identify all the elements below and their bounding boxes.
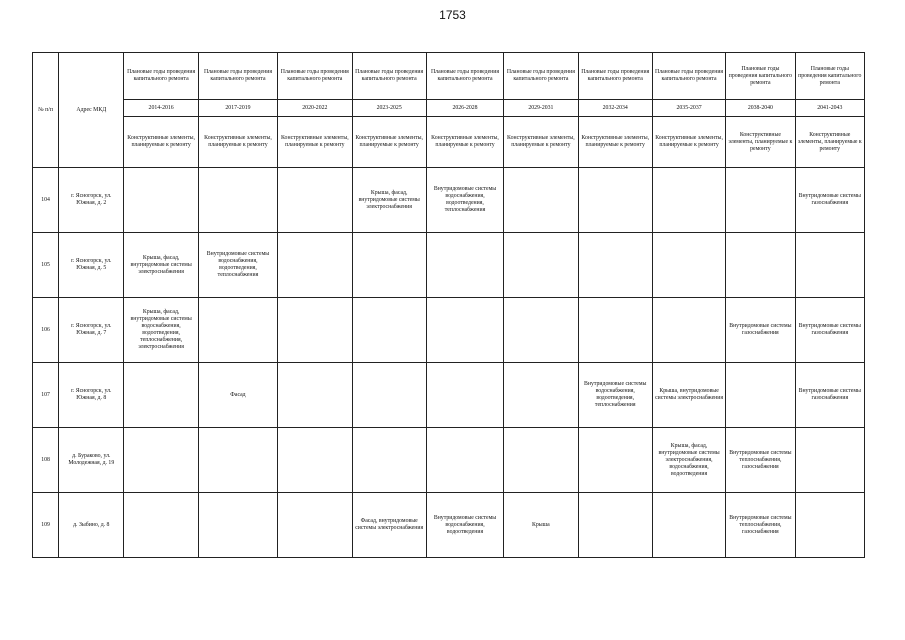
header-num: № п/п <box>33 53 59 168</box>
repair-cell: Крыша <box>504 493 578 558</box>
header-row-years <box>33 100 865 117</box>
repair-cell <box>504 428 578 493</box>
row-number: 107 <box>33 363 59 428</box>
repair-cell: Внутридомовые системы водоснабжения, водоотведения, теплоснабжения <box>426 168 503 233</box>
header-plan-years: Плановые годы проведения капитального ремонта <box>578 53 652 100</box>
row-number: 109 <box>33 493 59 558</box>
header-period: 2026-2028 <box>426 100 503 117</box>
repair-cell <box>352 298 426 363</box>
table-row <box>33 168 865 233</box>
header-period: 2035-2037 <box>652 100 725 117</box>
repair-cell <box>352 363 426 428</box>
repair-cell: Внутридомовые системы водоснабжения, водоотведения <box>426 493 503 558</box>
header-plan-years: Плановые годы проведения капитального ремонта <box>198 53 277 100</box>
repair-cell <box>426 363 503 428</box>
header-plan-years: Плановые годы проведения капитального ремонта <box>795 53 864 100</box>
header-period: 2032-2034 <box>578 100 652 117</box>
repair-cell <box>726 363 795 428</box>
header-plan-years: Плановые годы проведения капитального ремонта <box>726 53 795 100</box>
repair-cell <box>352 428 426 493</box>
repair-cell <box>124 363 198 428</box>
repair-cell <box>504 363 578 428</box>
repair-cell <box>578 298 652 363</box>
header-address: Адрес МКД <box>59 53 124 168</box>
repair-cell <box>652 298 725 363</box>
header-elements: Конструктивные элементы, планируемые к ремонту <box>795 117 864 168</box>
header-period: 2014-2016 <box>124 100 198 117</box>
header-plan-years: Плановые годы проведения капитального ремонта <box>426 53 503 100</box>
header-elements: Конструктивные элементы, планируемые к ремонту <box>352 117 426 168</box>
repair-cell: Крыша, внутридомовые системы электроснабжения <box>652 363 725 428</box>
table-row <box>33 428 865 493</box>
repair-cell: Внутридомовые системы теплоснабжения, газоснабжения <box>726 493 795 558</box>
repair-cell <box>278 168 352 233</box>
repair-cell <box>578 428 652 493</box>
header-elements: Конструктивные элементы, планируемые к ремонту <box>726 117 795 168</box>
repair-cell <box>795 493 864 558</box>
repair-cell <box>578 233 652 298</box>
repair-cell <box>504 298 578 363</box>
header-period: 2029-2031 <box>504 100 578 117</box>
repair-cell: Крыша, фасад, внутридомовые системы водоснабжения, водоотведения, теплоснабжения, электроснабжения <box>124 298 198 363</box>
repair-cell: Крыша, фасад, внутридомовые системы электроснабжения, водоснабжения, водоотведения <box>652 428 725 493</box>
repair-cell <box>726 168 795 233</box>
page-number: 1753 <box>439 8 466 22</box>
header-elements: Конструктивные элементы, планируемые к ремонту <box>198 117 277 168</box>
repair-cell: Внутридомовые системы водоснабжения, водоотведения, теплоснабжения <box>198 233 277 298</box>
repair-cell <box>124 428 198 493</box>
repair-cell <box>198 168 277 233</box>
header-elements: Конструктивные элементы, планируемые к ремонту <box>504 117 578 168</box>
header-plan-years: Плановые годы проведения капитального ремонта <box>504 53 578 100</box>
header-period: 2017-2019 <box>198 100 277 117</box>
repair-cell <box>198 493 277 558</box>
repair-cell: Внутридомовые системы теплоснабжения, газоснабжения <box>726 428 795 493</box>
table-row <box>33 233 865 298</box>
row-address: д. Зыбино, д. 8 <box>59 493 124 558</box>
row-number: 106 <box>33 298 59 363</box>
header-period: 2020-2022 <box>278 100 352 117</box>
repair-cell: Внутридомовые системы газоснабжения <box>795 363 864 428</box>
table-row <box>33 298 865 363</box>
table-row <box>33 363 865 428</box>
row-address: г. Ясногорск, ул. Южная, д. 8 <box>59 363 124 428</box>
repair-cell <box>198 428 277 493</box>
repair-cell <box>124 493 198 558</box>
header-plan-years: Плановые годы проведения капитального ремонта <box>124 53 198 100</box>
repair-cell: Фасад, внутридомовые системы электроснабжения <box>352 493 426 558</box>
header-period: 2041-2043 <box>795 100 864 117</box>
header-elements: Конструктивные элементы, планируемые к ремонту <box>652 117 725 168</box>
repair-cell <box>652 493 725 558</box>
row-number: 104 <box>33 168 59 233</box>
repair-cell: Внутридомовые системы водоснабжения, водоотведения, теплоснабжения <box>578 363 652 428</box>
repair-cell <box>124 168 198 233</box>
repair-cell <box>795 428 864 493</box>
repair-cell: Внутридомовые системы газоснабжения <box>795 168 864 233</box>
header-period: 2038-2040 <box>726 100 795 117</box>
row-number: 108 <box>33 428 59 493</box>
repair-cell <box>426 233 503 298</box>
header-plan-years: Плановые годы проведения капитального ремонта <box>352 53 426 100</box>
row-address: г. Ясногорск, ул. Южная, д. 2 <box>59 168 124 233</box>
repair-cell <box>278 298 352 363</box>
table-row <box>33 493 865 558</box>
header-elements: Конструктивные элементы, планируемые к ремонту <box>426 117 503 168</box>
row-address: г. Ясногорск, ул. Южная, д. 5 <box>59 233 124 298</box>
row-address: д. Бураково, ул. Молодежная, д. 19 <box>59 428 124 493</box>
repair-cell: Крыша, фасад, внутридомовые системы электроснабжения <box>124 233 198 298</box>
repair-cell <box>278 363 352 428</box>
repair-cell <box>278 493 352 558</box>
repair-cell <box>198 298 277 363</box>
header-row-plan <box>33 53 865 100</box>
repair-cell <box>795 233 864 298</box>
repair-cell <box>578 493 652 558</box>
repair-cell <box>426 298 503 363</box>
header-plan-years: Плановые годы проведения капитального ремонта <box>652 53 725 100</box>
header-elements: Конструктивные элементы, планируемые к ремонту <box>124 117 198 168</box>
repair-cell <box>352 233 426 298</box>
repair-cell <box>578 168 652 233</box>
repair-cell <box>504 168 578 233</box>
header-period: 2023-2025 <box>352 100 426 117</box>
header-row-elements <box>33 117 865 168</box>
repair-cell <box>504 233 578 298</box>
repair-cell: Внутридомовые системы газоснабжения <box>726 298 795 363</box>
header-plan-years: Плановые годы проведения капитального ремонта <box>278 53 352 100</box>
repair-cell <box>278 428 352 493</box>
row-address: г. Ясногорск, ул. Южная, д. 7 <box>59 298 124 363</box>
capital-repair-schedule-table <box>32 52 865 558</box>
header-elements: Конструктивные элементы, планируемые к ремонту <box>278 117 352 168</box>
row-number: 105 <box>33 233 59 298</box>
repair-cell <box>652 233 725 298</box>
repair-cell: Крыша, фасад, внутридомовые системы электроснабжения <box>352 168 426 233</box>
repair-cell <box>652 168 725 233</box>
repair-cell <box>426 428 503 493</box>
repair-cell <box>726 233 795 298</box>
repair-cell: Фасад <box>198 363 277 428</box>
header-elements: Конструктивные элементы, планируемые к ремонту <box>578 117 652 168</box>
repair-cell <box>278 233 352 298</box>
repair-cell: Внутридомовые системы газоснабжения <box>795 298 864 363</box>
